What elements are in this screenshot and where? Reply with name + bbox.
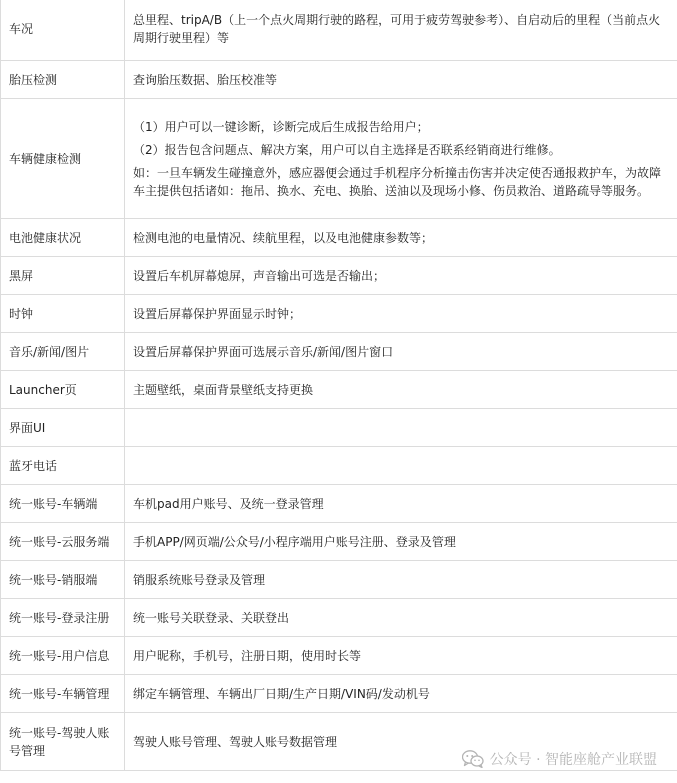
feature-name-cell: 统一账号-登录注册 xyxy=(1,599,125,637)
feature-desc-text: 主题壁纸，桌面背景壁纸支持更换 xyxy=(133,382,314,397)
feature-desc-cell xyxy=(125,257,677,295)
feature-desc-cell xyxy=(125,295,677,333)
feature-desc-text: 设置后车机屏幕熄屏，声音输出可选是否输出； xyxy=(133,268,386,283)
table-row xyxy=(1,99,677,219)
table-row xyxy=(1,523,677,561)
feature-name-cell: 统一账号-销服端 xyxy=(1,561,125,599)
feature-name-cell: 统一账号-云服务端 xyxy=(1,523,125,561)
feature-name-cell: 统一账号-车辆端 xyxy=(1,485,125,523)
table-row xyxy=(1,0,677,61)
feature-desc-cell xyxy=(125,523,677,561)
feature-name-cell: 时钟 xyxy=(1,295,125,333)
table-row xyxy=(1,61,677,99)
table-row xyxy=(1,675,677,713)
feature-desc-cell xyxy=(125,637,677,675)
table-row xyxy=(1,409,677,447)
feature-desc-text: 设置后屏幕保护界面显示时钟； xyxy=(133,306,302,321)
feature-desc-cell xyxy=(125,675,677,713)
feature-name-cell: 界面UI xyxy=(1,409,125,447)
feature-desc-cell xyxy=(125,371,677,409)
feature-name-cell: 电池健康状况 xyxy=(1,219,125,257)
feature-desc-cell xyxy=(125,447,677,485)
feature-desc-cell xyxy=(125,599,677,637)
feature-desc-text: 用户昵称，手机号，注册日期，使用时长等 xyxy=(133,648,362,663)
feature-desc-text: 车机pad用户账号、及统一登录管理 xyxy=(133,496,324,511)
table-row xyxy=(1,599,677,637)
feature-desc-cell xyxy=(125,485,677,523)
feature-desc-text: （2）报告包含问题点、解决方案，用户可以自主选择是否联系经销商进行维修。 xyxy=(133,142,561,157)
table-row xyxy=(1,333,677,371)
table-row xyxy=(1,485,677,523)
feature-desc-text: 绑定车辆管理、车辆出厂日期/生产日期/VIN码/发动机号 xyxy=(133,686,430,701)
feature-name-cell: 统一账号-车辆管理 xyxy=(1,675,125,713)
table-row xyxy=(1,561,677,599)
feature-desc-cell xyxy=(125,219,677,257)
feature-desc-text: 统一账号关联登录、关联登出 xyxy=(133,610,290,625)
table-row xyxy=(1,447,677,485)
feature-desc-text: 设置后屏幕保护界面可选展示音乐/新闻/图片窗口 xyxy=(133,344,394,359)
feature-desc-text: 总里程、tripA/B（上一个点火周期行驶的路程，可用于疲劳驾驶参考）、自启动后的里程（当前点火周期行驶里程）等 xyxy=(133,12,661,45)
feature-desc-text: 驾驶人账号管理、驾驶人账号数据管理 xyxy=(133,734,338,749)
feature-name-cell: 车辆健康检测 xyxy=(1,99,125,219)
feature-desc-cell xyxy=(125,713,677,771)
feature-name-cell: 车况 xyxy=(1,0,125,61)
feature-desc-cell xyxy=(125,0,677,61)
feature-desc-cell xyxy=(125,409,677,447)
table-row xyxy=(1,219,677,257)
feature-desc-text: 销服系统账号登录及管理 xyxy=(133,572,266,587)
feature-name-cell: 统一账号-驾驶人账号管理 xyxy=(1,713,125,771)
table-row xyxy=(1,257,677,295)
feature-desc-cell xyxy=(125,561,677,599)
feature-name-cell: 黑屏 xyxy=(1,257,125,295)
feature-name-cell: 胎压检测 xyxy=(1,61,125,99)
feature-name-cell: Launcher页 xyxy=(1,371,125,409)
table-row xyxy=(1,371,677,409)
feature-desc-cell xyxy=(125,61,677,99)
feature-name-cell: 统一账号-用户信息 xyxy=(1,637,125,675)
feature-desc-cell xyxy=(125,99,677,219)
watermark-text: 公众号 · 智能座舱产业联盟 xyxy=(489,752,657,768)
feature-desc-text: （1）用户可以一键诊断，诊断完成后生成报告给用户； xyxy=(133,119,429,134)
feature-desc-text: 检测电池的电量情况、续航里程，以及电池健康参数等； xyxy=(133,230,434,245)
feature-desc-text: 查询胎压数据、胎压校准等 xyxy=(133,72,278,87)
feature-desc-cell xyxy=(125,333,677,371)
feature-desc-text: 如：一旦车辆发生碰撞意外，感应器便会通过手机程序分析撞击伤害并决定使否通报救护车，为故障车主提供包括诸如：拖吊、换水、充电、换胎、送油以及现场小修、伤员救治、道路疏导等服务。 xyxy=(133,165,662,198)
feature-name-cell: 音乐/新闻/图片 xyxy=(1,333,125,371)
table-row xyxy=(1,637,677,675)
table-row xyxy=(1,295,677,333)
feature-desc-text: 手机APP/网页端/公众号/小程序端用户账号注册、登录及管理 xyxy=(133,534,456,549)
table-row xyxy=(1,713,677,771)
feature-name-cell: 蓝牙电话 xyxy=(1,447,125,485)
